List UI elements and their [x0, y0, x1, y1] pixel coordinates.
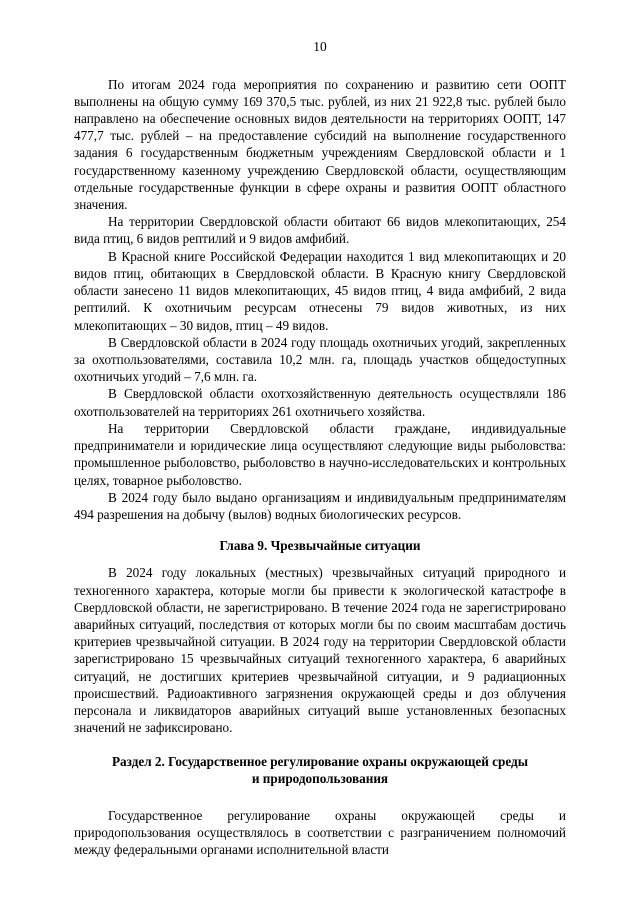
paragraph: По итогам 2024 года мероприятия по сохранению и развитию сети ООПТ выполнены на общую сумму 169 370,5 тыс. рублей, из них 21 922,8 тыс. рублей было направлено на обеспечение основных видов деятельности на территориях ООПТ, 147 477,7 тыс. рублей – на предоставление субсидий на выполнение государственного задания 6 государственным бюджетным учреждениям Свердловской области и 1 государственному казенному учреждению Свердловской области, осуществляющим отдельные государственные функции в сфере охраны и развития ООПТ областного значения.: [74, 76, 566, 213]
paragraph: В Свердловской области охотхозяйственную деятельность осуществляли 186 охотпользователей на территориях 261 охотничьего хозяйства.: [74, 386, 566, 419]
paragraph: На территории Свердловской области обитают 66 видов млекопитающих, 254 вида птиц, 6 видов рептилий и 9 видов амфибий.: [74, 214, 566, 247]
paragraph: В Свердловской области в 2024 году площадь охотничьих угодий, закрепленных за охотпользователями, составила 10,2 млн. га, площадь участков общедоступных охотничьих угодий – 7,6 млн. га.: [74, 334, 566, 385]
paragraph: Государственное регулирование охраны окружающей среды и природопользования осуществлялось в соответствии с разграничением полномочий между федеральными органами исполнительной власти: [74, 807, 566, 858]
page-number: 10: [313, 39, 327, 54]
paragraph: На территории Свердловской области граждане, индивидуальные предприниматели и юридические лица осуществляют следующие виды рыболовства: промышленное рыболовство, рыболовство в научно-исследовательских и контрольных целях, товарное рыболовство.: [74, 420, 566, 488]
paragraph: В 2024 году локальных (местных) чрезвычайных ситуаций природного и техногенного характера, которые могли бы привести к экологической катастрофе в Свердловской области, не зарегистрировано. В течение 2024 года не зарегистрировано аварийных ситуаций, последствия от которых могли бы по своим масштабам достичь критериев чрезвычайной ситуации. В 2024 году на территории Свердловской области зарегистрировано 15 чрезвычайных ситуаций техногенного характера, 6 аварийных ситуаций, не достигших критериев чрезвычайной ситуации, и 9 радиационных происшествий. Радиоактивного загрязнения окружающей среды и доз облучения персонала и ликвидаторов аварийных ситуаций выше установленных безопасных значений не зафиксировано.: [74, 565, 566, 736]
paragraph: В Красной книге Российской Федерации находится 1 вид млекопитающих и 20 видов птиц, обитающих в Свердловской области. В Красную книгу Свердловской области занесено 11 видов млекопитающих, 45 видов птиц, 4 вида амфибий, 2 вида рептилий. К охотничьим ресурсам отнесены 79 видов животных, из них млекопитающих – 30 видов, птиц – 49 видов.: [74, 248, 566, 333]
paragraph: В 2024 году было выдано организациям и индивидуальным предпринимателям 494 разрешения на добычу (вылов) водных биологических ресурсов.: [74, 489, 566, 522]
section-heading: [74, 753, 566, 787]
section-heading-line-1: Раздел 2. Государственное регулирование охраны окружающей среды: [111, 753, 529, 769]
chapter-heading: Глава 9. Чрезвычайные ситуации: [219, 538, 421, 554]
section-heading-line-2: и природопользования: [251, 770, 389, 786]
